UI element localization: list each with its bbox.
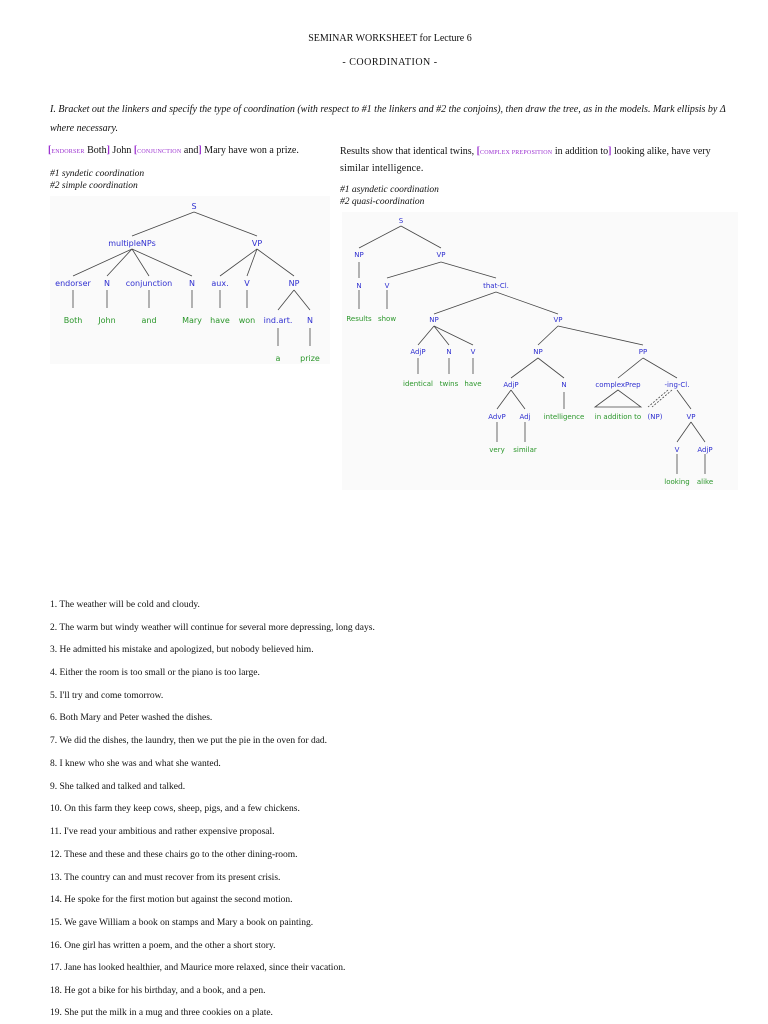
node-vp: VP [436,251,446,259]
word-both: Both [87,145,107,156]
leaf-have: have [210,316,230,325]
node-n: N [189,279,195,288]
node-s: S [398,217,404,225]
leaf-very: very [489,446,505,454]
sentence-pre: Results show that identical twins, [340,146,475,157]
word-john: John [112,145,132,156]
tag-endorser: ENDORSER [51,149,85,155]
exercise-item: 19. She put the milk in a mug and three cookies on a plate. [50,1008,273,1018]
exercise-item: 16. One girl has written a poem, and the other a short story. [50,941,276,951]
node-that-cl: that-Cl. [483,282,509,290]
bracket-open-icon: [ [133,145,138,156]
left-tree [50,196,330,364]
leaf-john: John [98,316,116,325]
node-ing-cl: -ing-Cl. [664,381,690,389]
exercise-item: 1. The weather will be cold and cloudy. [50,600,200,610]
node-adj: Adj [519,413,531,421]
exercise-item: 9. She talked and talked and talked. [50,782,186,792]
example-left-sentence [48,145,299,156]
tag-conjunction: CONJUNCTION [137,149,182,155]
node-indart: ind.art. [263,316,293,325]
label-conjoins: #2 simple coordination [50,181,138,191]
leaf-won: won [238,316,256,325]
node-complexprep: complexPrep [595,381,641,389]
bracket-open-icon: [ [476,146,480,157]
bracket-open-icon: [ [48,145,52,156]
node-aux: aux. [211,279,229,288]
node-s: S [191,202,197,211]
worksheet-title: SEMINAR WORKSHEET for Lecture 6 [308,33,472,44]
leaf-prize: prize [300,354,320,363]
label-conjoins: #2 quasi-coordination [340,197,425,207]
left-labels [50,168,144,192]
node-pp: PP [638,348,648,356]
instructions: I. Bracket out the linkers and specify the type of coordination (with respect to #1 the linkers and #2 the conjoins), then draw the tree, as in the models. Mark ellipsis by Δ where necessary. [50,104,726,134]
right-tree [342,212,738,490]
node-adjp: AdjP [410,348,426,356]
node-v: V [674,446,680,454]
exercise-item: 13. The country can and must recover from its present crisis. [50,873,281,883]
node-vp: VP [251,239,263,248]
node-v: V [384,282,390,290]
leaf-both: Both [63,316,83,325]
example-right-sentence-line2: similar intelligence. [340,163,424,174]
node-adjp: AdjP [697,446,713,454]
node-v: V [470,348,476,356]
leaf-looking: looking [664,478,690,486]
leaf-mary: Mary [182,316,202,325]
example-right-sentence [340,146,711,157]
tag-complex-preposition: COMPLEX PREPOSITION [480,150,553,156]
exercise-item: 6. Both Mary and Peter washed the dishes. [50,713,213,723]
exercise-item: 7. We did the dishes, the laundry, then we put the pie in the oven for dad. [50,736,328,746]
node-multiplenps: multipleNPs [108,239,156,248]
node-vp: VP [553,316,563,324]
leaf-in-addition-to: in addition to [594,413,642,421]
exercise-item: 10. On this farm they keep cows, sheep, pigs, and a few chickens. [50,804,300,814]
leaf-a: a [275,354,281,363]
exercise-item: 11. I've read your ambitious and rather expensive proposal. [50,827,275,837]
exercise-item: 17. Jane has looked healthier, and Maurice more relaxed, since their vacation. [50,963,346,973]
exercise-item: 5. I'll try and come tomorrow. [50,691,164,701]
node-np: NP [533,348,543,356]
exercise-item: 14. He spoke for the first motion but against the second motion. [50,895,293,905]
exercise-item: 18. He got a bike for his birthday, and a book, and a pen. [50,986,266,996]
label-linkers: #1 syndetic coordination [50,169,145,179]
node-vp: VP [686,413,696,421]
leaf-twins: twins [439,380,459,388]
exercise-item: 15. We gave William a book on stamps and Mary a book on painting. [50,918,314,928]
exercise-item: 3. He admitted his mistake and apologized, but nobody believed him. [50,645,314,655]
leaf-alike: alike [696,478,714,486]
leaf-identical: identical [403,380,433,388]
word-and: and [183,145,199,156]
bracket-close-icon: ] [106,145,110,156]
node-advp: AdvP [488,413,506,421]
node-adjp: AdjP [503,381,519,389]
exercise-item: 8. I knew who she was and what she wanted. [50,759,221,769]
node-conjunction: conjunction [125,279,173,288]
node-v: V [244,279,250,288]
node-np: NP [354,251,364,259]
exercise-item: 2. The warm but windy weather will continue for several more depressing, long days. [50,623,375,633]
node-n: N [561,381,567,389]
sentence-rest: Mary have won a prize. [204,145,299,156]
worksheet-subtitle: - COORDINATION - [342,57,438,68]
bracket-close-icon: ] [608,146,612,157]
leaf-intelligence: intelligence [543,413,585,421]
bracket-close-icon: ] [198,145,202,156]
node-n: N [446,348,452,356]
label-linkers: #1 asyndetic coordination [340,185,439,195]
node-np: NP [288,279,300,288]
node-n: N [104,279,110,288]
leaf-show: show [377,315,397,323]
node-endorser: endorser [55,279,91,288]
leaf-results: Results [346,315,372,323]
linker-in-addition-to: in addition to [554,146,609,157]
node-np-ellipsis: (NP) [647,413,663,421]
node-np: NP [429,316,439,324]
exercise-item: 4. Either the room is too small or the piano is too large. [50,668,260,678]
right-labels [340,184,439,208]
triangle-icon [595,390,641,407]
leaf-have: have [464,380,482,388]
left-tree-panel [50,196,330,364]
sentence-post: looking alike, have very [614,146,711,157]
node-n: N [307,316,313,325]
node-n: N [356,282,362,290]
leaf-and: and [141,316,157,325]
exercise-item: 12. These and these and these chairs go to the other dining-room. [50,850,298,860]
leaf-similar: similar [513,446,537,454]
right-tree-panel [342,212,738,490]
